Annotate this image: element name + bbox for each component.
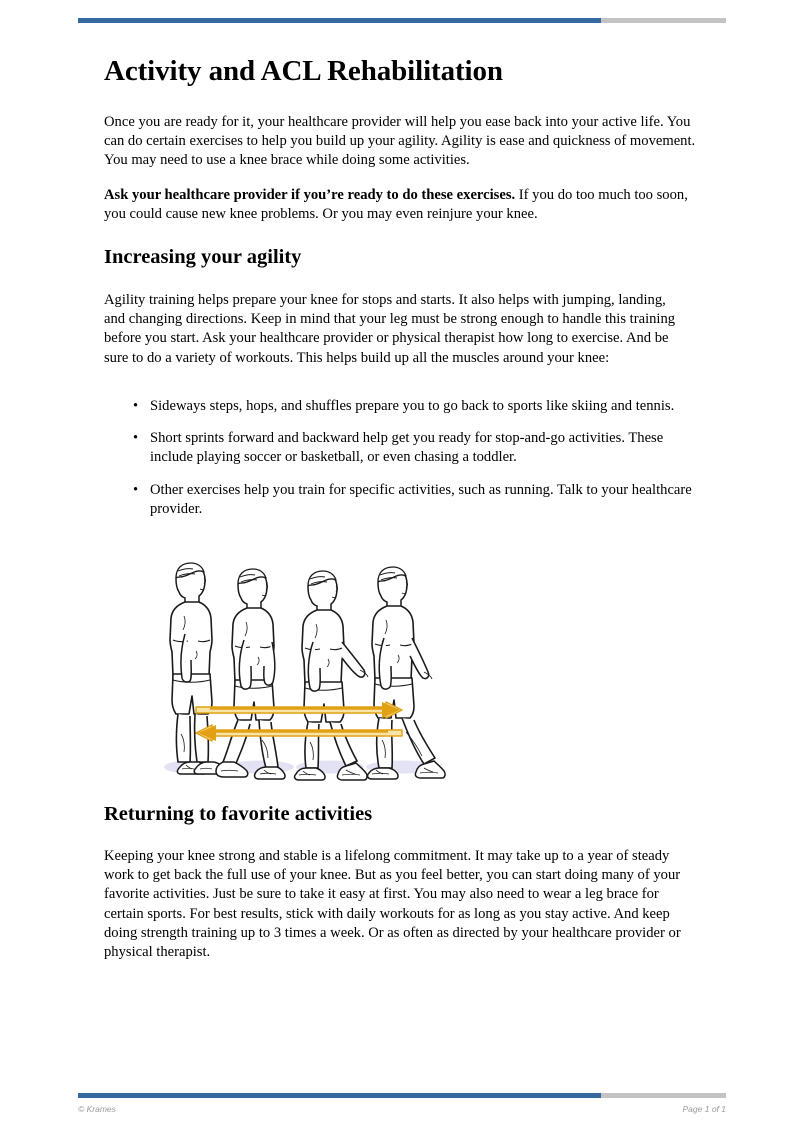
direction-arrow-right [196, 702, 402, 718]
callout-paragraph [104, 186, 690, 224]
figure-stride-forward [295, 571, 368, 780]
header-rule-gray-segment [601, 18, 726, 23]
bullet-icon: • [133, 398, 139, 414]
callout-rest: If you do too much too soon, you could cause new knee problems. Or you may even reinjure your knee. [104, 187, 688, 223]
list-item [133, 397, 695, 416]
agility-bullet-list [133, 397, 695, 519]
page-footer [78, 1102, 726, 1116]
callout-bold-lead: Ask your healthcare provider if you’re ready to do these exercises. [104, 187, 516, 203]
list-item-text: Sideways steps, hops, and shuffles prepare you to go back to sports like skiing and tennis. [150, 398, 675, 414]
figure-long-stride [368, 567, 445, 779]
section-paragraph-increasing-your-agility: Agility training helps prepare your knee for stops and starts. It also helps with jumping, landing, and changing directions. Keep in mind that your leg must be strong enough to handle this training before you start. Ask your healthcare provider or physical therapist how long to exercise. And be sure to do a variety of workouts. This helps build up all the muscles around your knee: [104, 292, 676, 366]
list-item [133, 481, 695, 519]
bullet-icon: • [133, 481, 139, 498]
page-title: Activity and ACL Rehabilitation [104, 55, 503, 87]
footer-rule [78, 1093, 726, 1098]
figure-stride-back [216, 569, 285, 779]
footer-rule-gray-segment [601, 1093, 726, 1098]
footer-rule-blue-segment [78, 1093, 601, 1098]
footer-copyright: © Krames [78, 1104, 116, 1114]
section-paragraph-returning-to-favorite-activities: Keeping your knee strong and stable is a lifelong commitment. It may take up to a year of steady work to get back the full use of your knee. But as you feel better, you can start doing many of your favorite activities. Just be sure to take it easy at first. You may also need to wear a leg brace for certain sports. For best results, stick with daily workouts for as long as you stay active. And keep doing strength training up to 3 times a week. Or as often as directed by your healthcare provider or physical therapist. [104, 848, 681, 961]
exercise-illustration [150, 548, 460, 783]
walking-figures-graphic [150, 548, 460, 783]
list-item [133, 429, 695, 467]
intro-paragraph: Once you are ready for it, your healthcare provider will help you ease back into your active life. You can do certain exercises to help you build up your agility. Agility is ease and quickness of movement. You may need to use a knee brace while doing some activities. [104, 114, 696, 169]
section-heading-returning-to-favorite-activities: Returning to favorite activities [104, 803, 373, 825]
list-item-text: Short sprints forward and backward help get you ready for stop-and-go activities. These include playing soccer or basketball, or even chasing a toddler. [150, 430, 664, 466]
footer-page-number: Page 1 of 1 [682, 1104, 726, 1114]
bullet-icon: • [133, 430, 139, 447]
header-rule-blue-segment [78, 18, 601, 23]
direction-arrow-left [196, 725, 402, 741]
header-rule [78, 18, 726, 23]
list-item-text: Other exercises help you train for specific activities, such as running. Talk to your healthcare provider. [150, 481, 692, 517]
section-heading-increasing-your-agility: Increasing your agility [104, 246, 302, 268]
figure-standing [170, 563, 225, 774]
